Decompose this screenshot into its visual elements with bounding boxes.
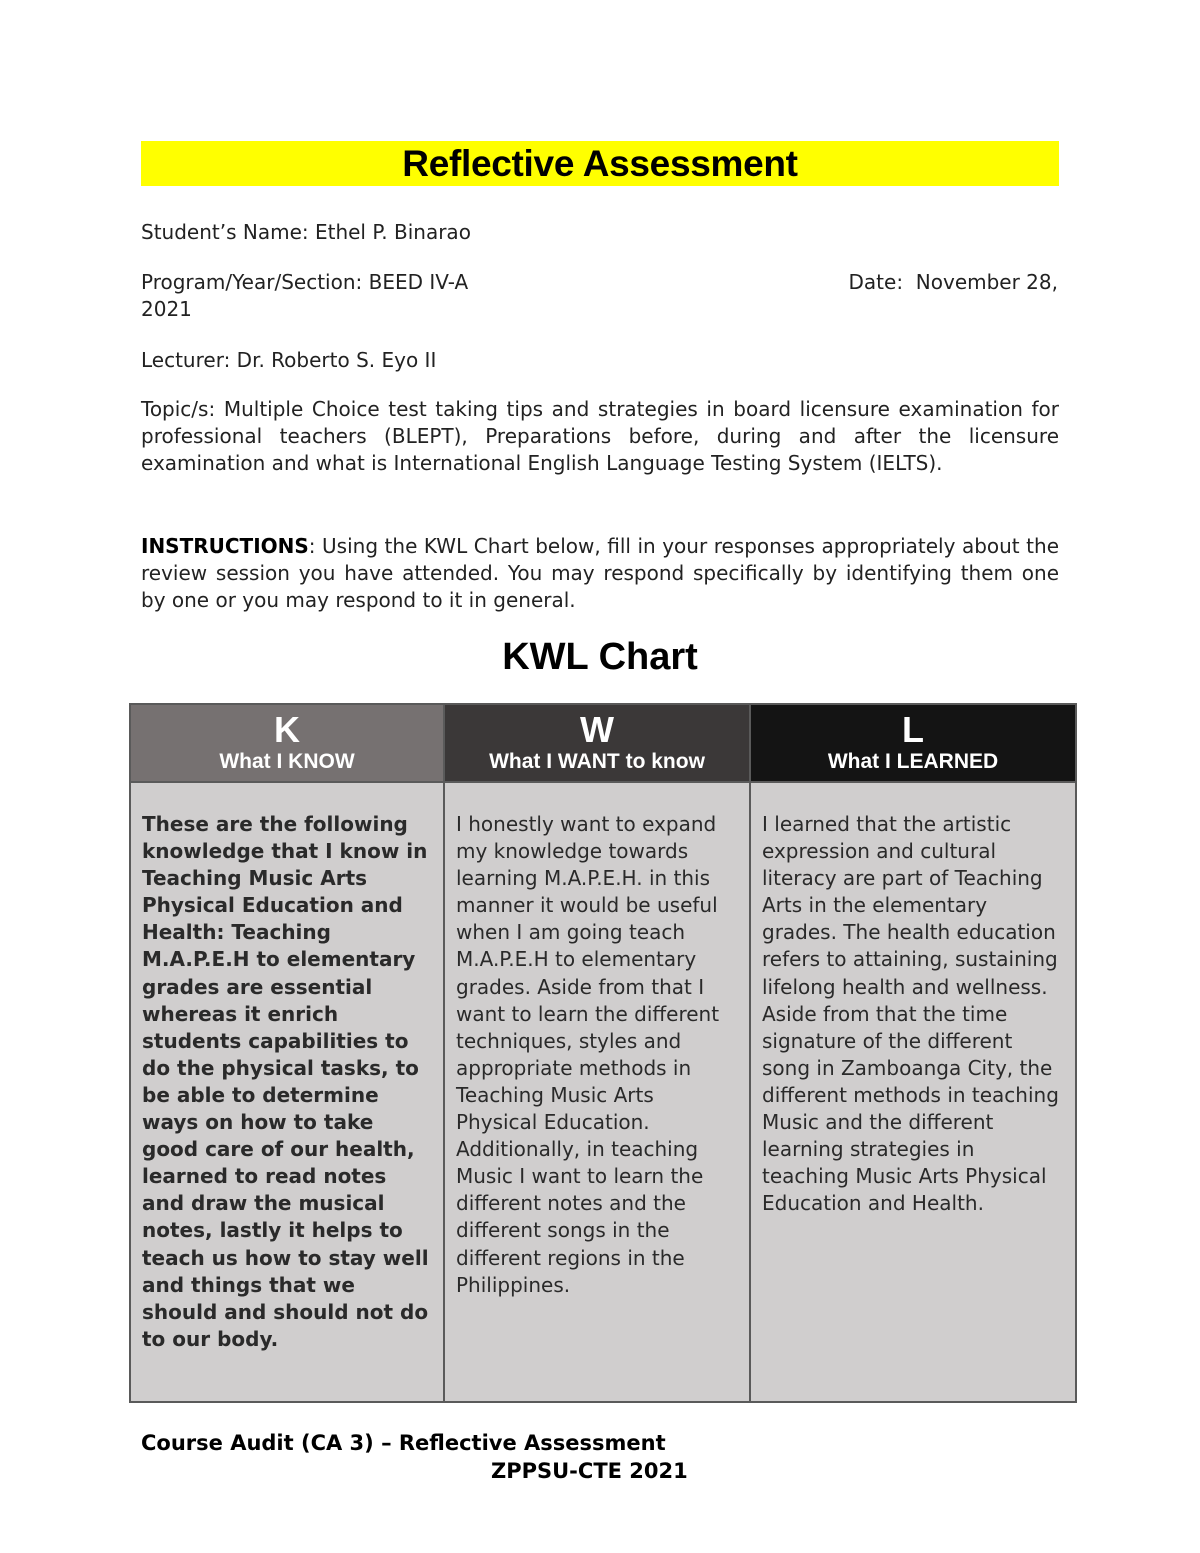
date-line <box>849 269 1059 296</box>
kwl-chart-title: KWL Chart <box>502 636 698 678</box>
kwl-header-k <box>130 704 444 782</box>
title-banner <box>141 141 1059 186</box>
kwl-label-k: What I KNOW <box>219 750 355 773</box>
date-label: Date: <box>848 270 904 294</box>
program-value: BEED IV-A <box>368 270 469 294</box>
kwl-body-row <box>130 782 1076 1402</box>
page-title: Reflective Assessment <box>402 142 798 184</box>
instructions-label: INSTRUCTIONS <box>141 534 309 558</box>
date-value-continued: 2021 <box>141 297 192 321</box>
kwl-cell-know: These are the following knowledge that I know in Teaching Music Arts Physical Education and Health: Teaching M.A.P.E.H to elementary grades are essential whereas it enrich students capabilities to do the physical tasks, to be able to determine ways on how to take good care of our health, learned to read notes and draw the musical notes, lastly it helps to teach us how to stay well and things that we should and should not do to our body. <box>130 782 444 1402</box>
footer-line-2: ZPPSU-CTE 2021 <box>491 1459 688 1483</box>
program-date-line <box>141 269 1059 296</box>
program-label: Program/Year/Section: <box>141 270 363 294</box>
topic-paragraph <box>141 396 1059 477</box>
kwl-label-l: What I LEARNED <box>827 750 999 773</box>
kwl-cell-want: I honestly want to expand my knowledge towards learning M.A.P.E.H. in this manner it would be useful when I am going teach M.A.P.E.H to elementary grades. Aside from that I want to learn the different techniques, styles and appropriate methods in Teaching Music Arts Physical Education. Additionally, in teaching Music I want to learn the different notes and the different songs in the different regions in the Philippines. <box>444 782 750 1402</box>
kwl-letter-k: K <box>274 709 300 750</box>
kwl-letter-w: W <box>580 709 614 750</box>
kwl-header-row <box>130 704 1076 782</box>
lecturer-label: Lecturer: <box>141 348 231 372</box>
topic-value: Multiple Choice test taking tips and strategies in board licensure examination for professional teachers (BLEPT), Preparations before, during and after the licensure examination and what is International English Language Testing System (IELTS). <box>141 397 1060 475</box>
instructions-paragraph <box>141 533 1059 614</box>
program-date-block <box>141 269 1059 323</box>
kwl-cell-learned: I learned that the artistic expression and cultural literacy are part of Teaching Arts in the elementary grades. The health education refers to attaining, sustaining lifelong health and wellness. Aside from that the time signature of the different song in Zamboanga City, the different methods in teaching Music and the different learning strategies in teaching Music Arts Physical Education and Health. <box>750 782 1076 1402</box>
program-line <box>141 269 468 296</box>
lecturer-line <box>141 347 1059 374</box>
kwl-label-w: What I WANT to know <box>489 750 705 773</box>
kwl-header-w <box>444 704 750 782</box>
kwl-table <box>129 703 1077 1403</box>
kwl-header-l <box>750 704 1076 782</box>
kwl-letter-l: L <box>902 709 924 750</box>
date-value: November 28, <box>915 270 1058 294</box>
instructions-text: : Using the KWL Chart below, fill in your responses appropriately about the review session you have attended. You may respond specifically by identifying them one by one or you may respond to it in general. <box>141 534 1059 612</box>
footer-line-1: Course Audit (CA 3) – Reflective Assessment <box>141 1431 666 1455</box>
student-name-value: Ethel P. Binarao <box>314 220 471 244</box>
topic-label: Topic/s: <box>141 397 216 421</box>
student-name-line <box>141 219 1059 246</box>
footer <box>141 1429 688 1485</box>
student-name-label: Student’s Name: <box>141 220 309 244</box>
lecturer-value: Dr. Roberto S. Eyo II <box>236 348 437 372</box>
